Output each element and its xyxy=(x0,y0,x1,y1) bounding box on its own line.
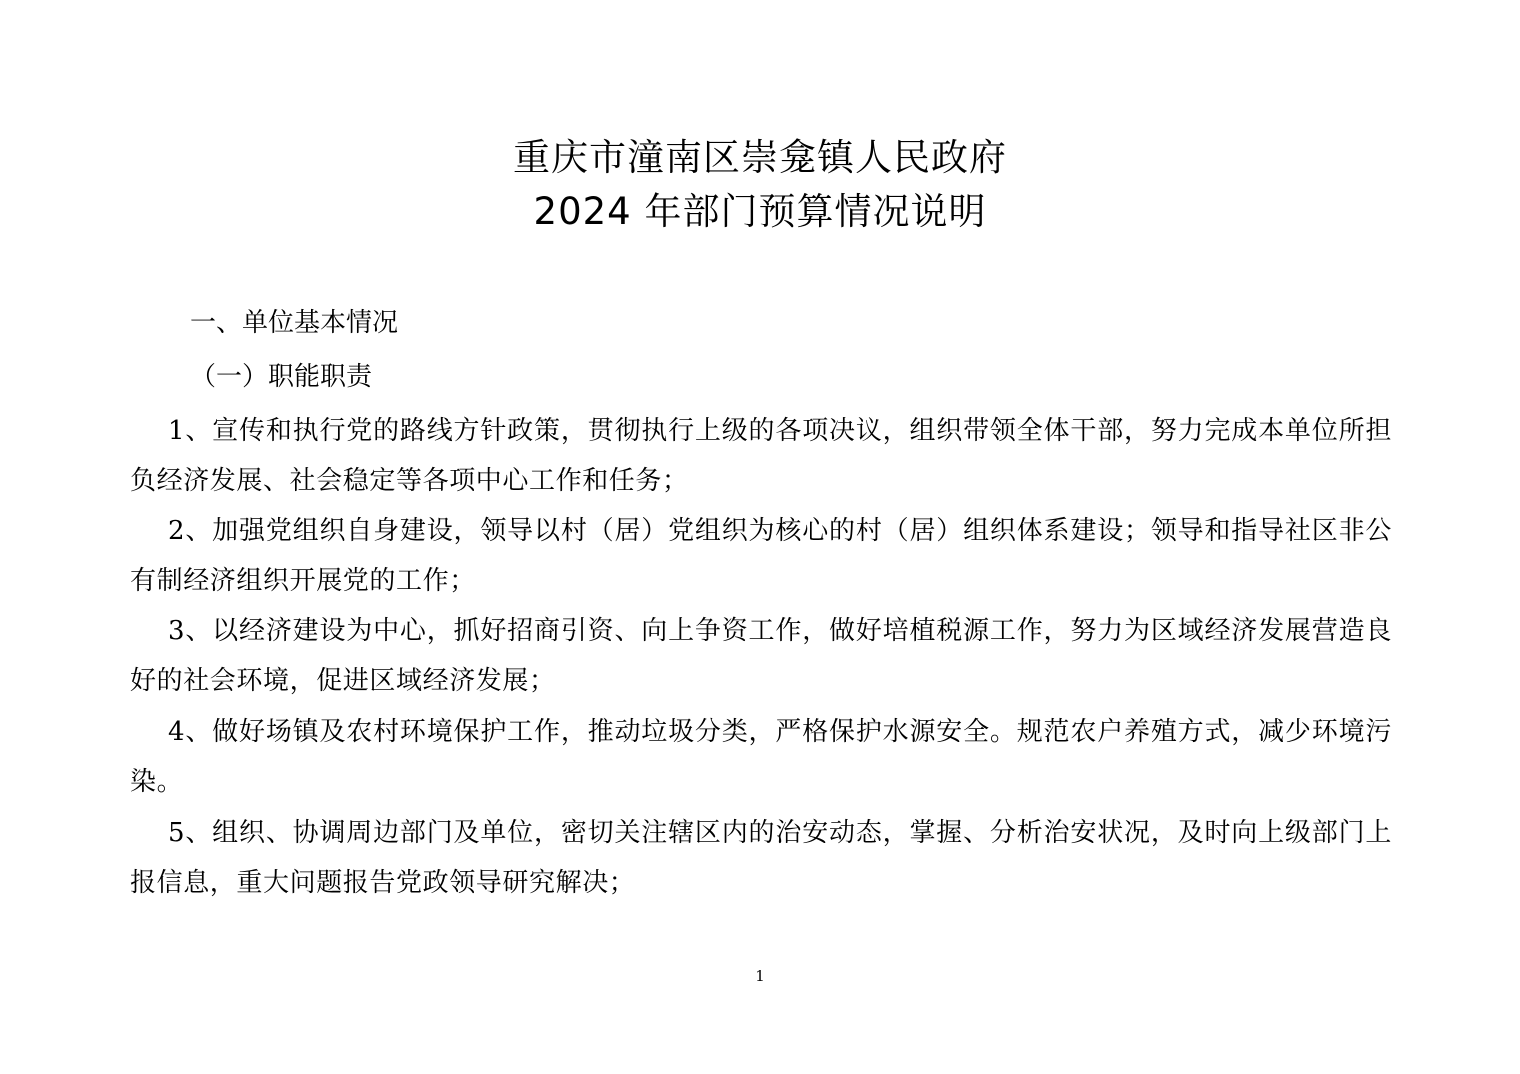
page-number: 1 xyxy=(755,967,765,985)
subsection-heading: （一）职能职责 xyxy=(190,362,373,392)
paragraph-5: 5、组织、协调周边部门及单位，密切关注辖区内的治安动态，掌握、分析治安状况，及时向上级部门上报信息，重大问题报告党政领导研究解决； xyxy=(130,818,1392,898)
paragraph-1: 1、宣传和执行党的路线方针政策，贯彻执行上级的各项决议，组织带领全体干部，努力完成本单位所担负经济发展、社会稳定等各项中心工作和任务； xyxy=(130,416,1392,496)
paragraph-2: 2、加强党组织自身建设，领导以村（居）党组织为核心的村（居）组织体系建设；领导和指导社区非公有制经济组织开展党的工作； xyxy=(130,516,1392,596)
paragraph-4: 4、做好场镇及农村环境保护工作，推动垃圾分类，严格保护水源安全。规范农户养殖方式，减少环境污染。 xyxy=(130,717,1392,797)
section-heading: 一、单位基本情况 xyxy=(190,308,399,338)
paragraph-3: 3、以经济建设为中心，抓好招商引资、向上争资工作，做好培植税源工作，努力为区域经济发展营造良好的社会环境，促进区域经济发展； xyxy=(130,616,1392,696)
document-title-line-1: 重庆市潼南区崇龛镇人民政府 xyxy=(513,136,1007,179)
document-title-line-2: 2024 年部门预算情况说明 xyxy=(533,190,987,233)
